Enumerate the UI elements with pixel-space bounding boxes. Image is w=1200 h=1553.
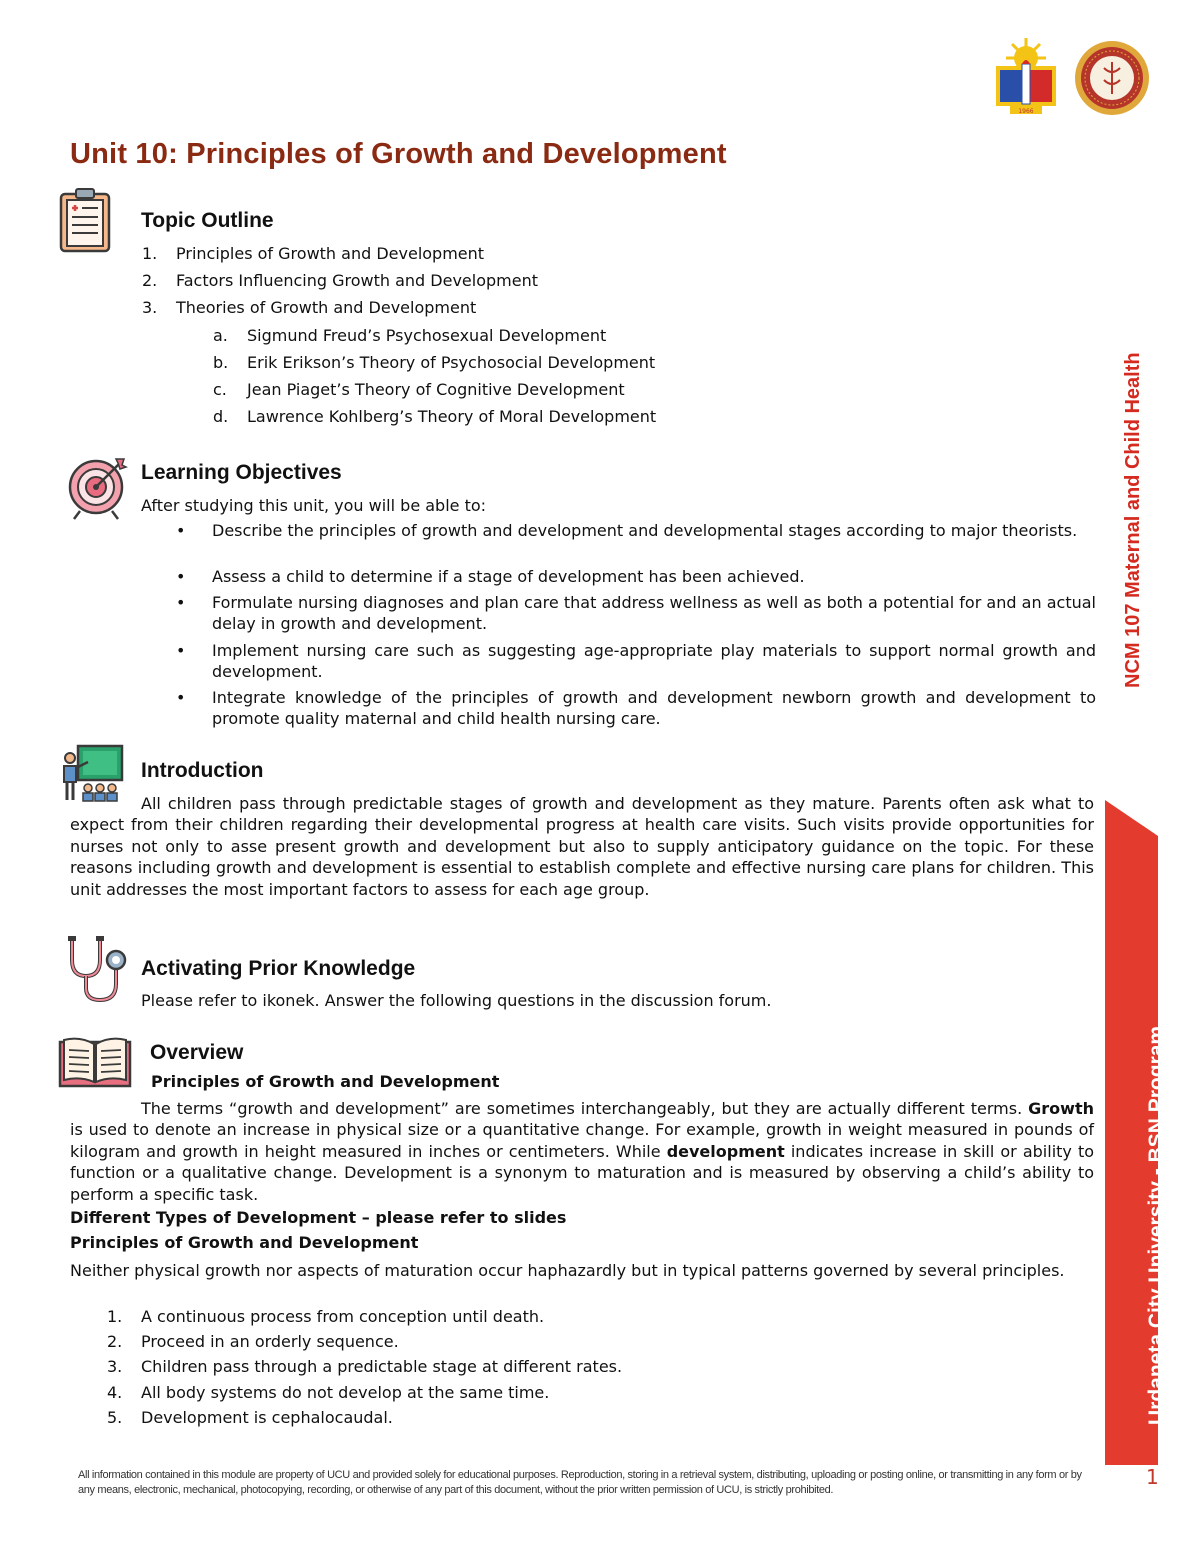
growth-term: Growth	[1028, 1099, 1094, 1118]
overview-paragraph: The terms “growth and development” are sometimes interchangeably, but they are actually different terms. Growth is used to denote an increase in physical size or a quantitative change. For example, growth in weight measured in pounds of kilogram and growth in height measured in inches or centimeters. While development indicates increase in skill or ability to function or a qualitative change. Development is a synonym to maturation and is measured by observing a child’s ability to perform a specific task.	[70, 1099, 1095, 1204]
introduction-text: All children pass through predictable stages of growth and development as they mature. Parents often ask what to expect from their children regarding their developmental progress at health care visits. Such visits provide opportunities for nurses not only to asse present growth and development but also to supply anticipatory guidance on the topic. For these reasons including growth and development is essential to establish complete and effective nursing care plans for children. This unit addresses the most important factors to assess for each age group.	[70, 794, 1094, 899]
government-seal-logo	[992, 36, 1060, 116]
principle-item: 2. Proceed in an orderly sequence.	[107, 1332, 399, 1351]
objective-bullet: • Assess a child to determine if a stage of development has been achieved.	[176, 567, 805, 586]
copyright-notice: All information contained in this module are property of UCU and provided solely for educational purposes. Reproduction, storing in a retrieval system, distributing, uploading or posting online, or transmitting in any form or by any means, electronic, mechanical, photocopying, recording, or otherwise of any part of this document, without the prior written permission of UCU, is strictly prohibited.	[78, 1469, 1082, 1496]
outline-item: 2. Factors Influencing Growth and Development	[142, 271, 538, 290]
objective-bullet: • Implement nursing care such as suggesting age-appropriate play materials to support normal growth and development.	[176, 641, 1096, 681]
types-heading: Different Types of Development – please refer to slides	[70, 1208, 567, 1227]
university-seal-logo	[1074, 40, 1150, 116]
logo-year: 1966	[1018, 108, 1034, 115]
outline-item: 1. Principles of Growth and Development	[142, 244, 485, 263]
outline-subitem: b. Erik Erikson’s Theory of Psychosocial Development	[213, 353, 656, 372]
clipboard-icon	[58, 186, 112, 254]
principle-item: 1. A continuous process from conception until death.	[107, 1307, 545, 1326]
principle-item: 4. All body systems do not develop at the same time.	[107, 1383, 550, 1402]
overview-subheading: Principles of Growth and Development	[151, 1072, 500, 1091]
outline-subitem: c. Jean Piaget’s Theory of Cognitive Development	[213, 380, 625, 399]
development-term: development	[666, 1141, 785, 1161]
overview-heading: Overview	[150, 1041, 244, 1064]
page-title: Unit 10: Principles of Growth and Development	[70, 138, 727, 170]
objectives-intro: After studying this unit, you will be able to:	[141, 496, 487, 515]
stethoscope-icon	[64, 934, 130, 1004]
outline-subitem: a. Sigmund Freud’s Psychosexual Development	[213, 326, 607, 345]
objective-bullet: • Formulate nursing diagnoses and plan care that address wellness as well as both a potential for and an actual delay in growth and development.	[176, 593, 1096, 633]
principle-item: 5. Development is cephalocaudal.	[107, 1408, 393, 1427]
principles-heading: Principles of Growth and Development	[70, 1233, 419, 1252]
program-title-vertical: Urdaneta City University - BSN Program	[1145, 1025, 1168, 1425]
open-book-icon	[58, 1036, 132, 1090]
principles-intro: Neither physical growth nor aspects of maturation occur haphazardly but in typical patterns governed by several principles.	[70, 1261, 1065, 1280]
principle-item: 3. Children pass through a predictable stage at different rates.	[107, 1357, 623, 1376]
introduction-heading: Introduction	[141, 759, 264, 782]
prior-knowledge-heading: Activating Prior Knowledge	[141, 957, 416, 980]
learning-objectives-heading: Learning Objectives	[141, 461, 342, 484]
page-number: 1	[1146, 1465, 1159, 1489]
outline-item: 3. Theories of Growth and Development	[142, 298, 477, 317]
objective-bullet: • Describe the principles of growth and development and developmental stages according to major theorists.	[176, 521, 1078, 540]
prior-knowledge-text: Please refer to ikonek. Answer the following questions in the discussion forum.	[141, 991, 772, 1010]
target-icon	[66, 455, 128, 521]
outline-subitem: d. Lawrence Kohlberg’s Theory of Moral Development	[213, 407, 657, 426]
topic-outline-heading: Topic Outline	[141, 209, 274, 232]
objective-bullet: • Integrate knowledge of the principles of growth and development newborn growth and development to promote quality maternal and child health nursing care.	[176, 688, 1096, 728]
course-title-vertical: NCM 107 Maternal and Child Health	[1122, 352, 1144, 688]
